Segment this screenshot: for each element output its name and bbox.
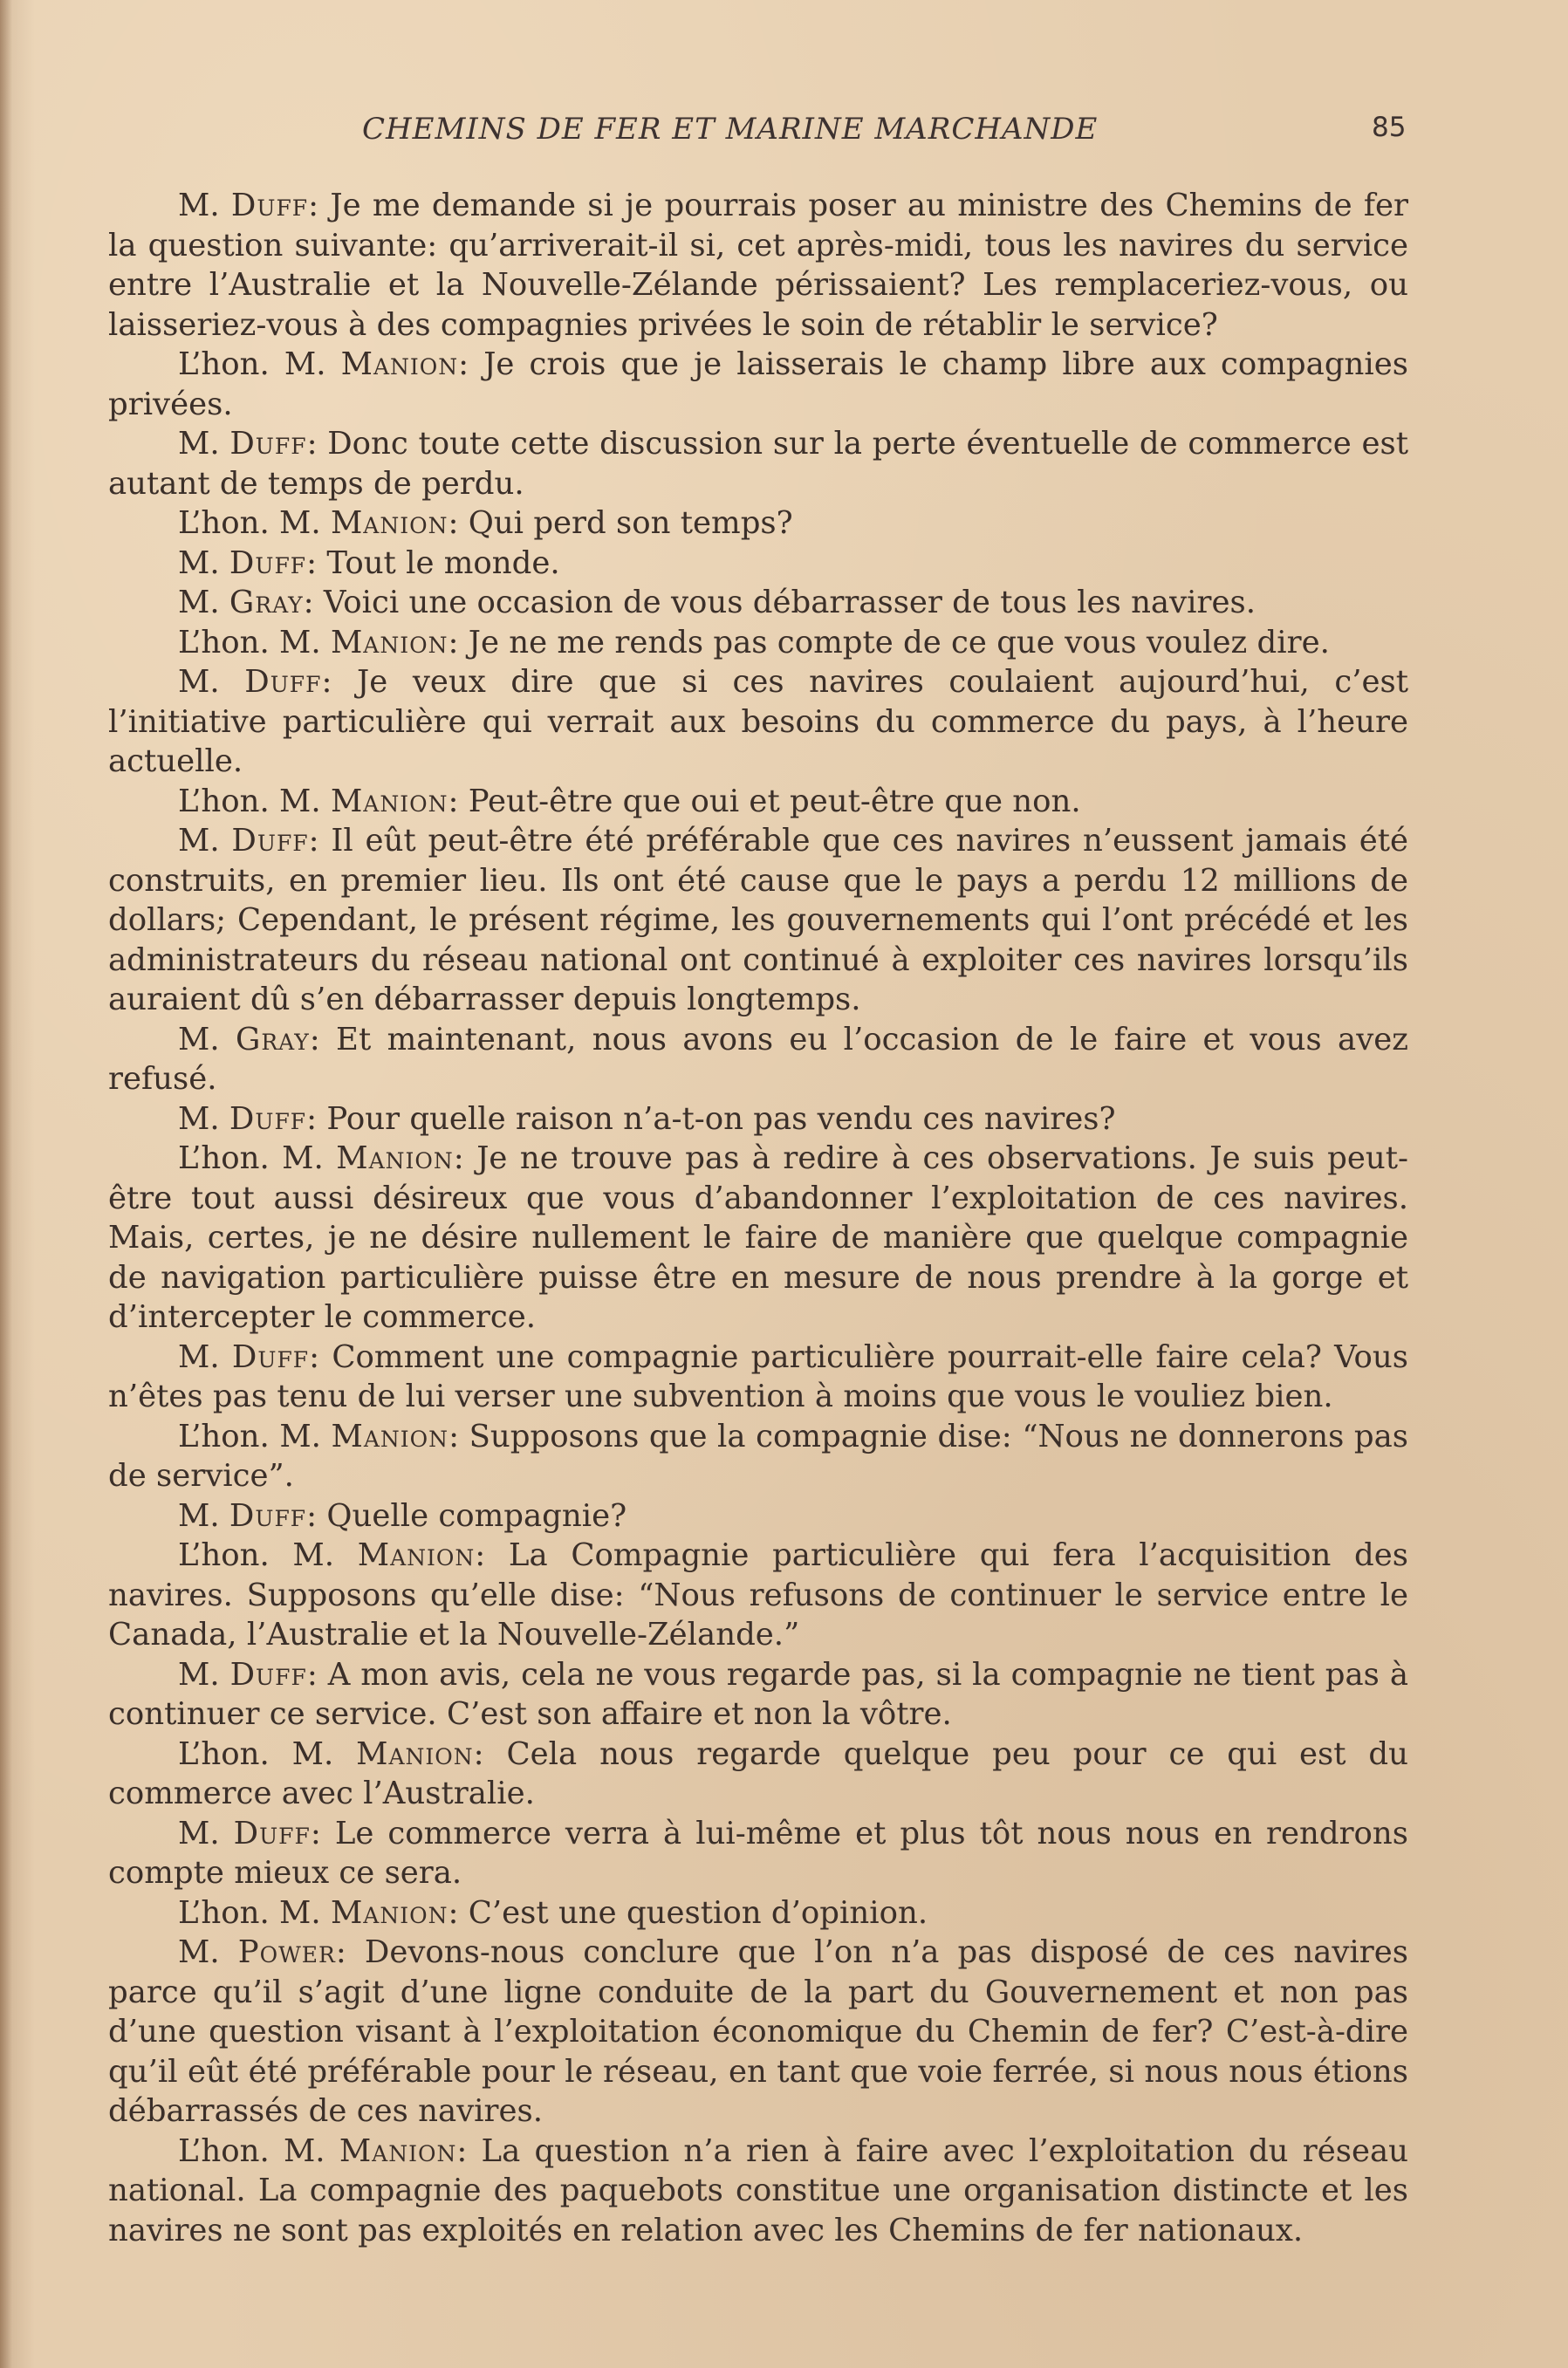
paragraph-text: : Et maintenant, nous avons eu l’occasion de le faire et vous avez refusé. [108,1021,1408,1097]
paragraph [108,345,1408,424]
speaker-prefix: L’hon. M. [178,2132,339,2169]
paragraph-text: : Le commerce verra à lui-même et plus tôt nous nous en rendrons compte mieux ce sera. [108,1815,1408,1891]
paragraph [108,782,1408,822]
paragraph [108,2132,1408,2251]
paragraph-text: : Je veux dire que si ces navires coulaient aujourd’hui, c’est l’initiative particulière qui verrait aux besoins du commerce du pays, à l’heure actuelle. [108,664,1408,779]
paragraph [108,1735,1408,1814]
speaker-name: Manion [330,783,448,819]
paragraph-text: : La question n’a rien à faire avec l’exploitation du réseau national. La compagnie des paquebots constitue une organisation distincte et les navires ne sont pas exploités en relation avec les Chemins de fer nationaux. [108,2132,1409,2248]
speaker-name: Duff [229,1100,307,1137]
paragraph [108,1338,1408,1417]
paragraph [108,623,1408,663]
paragraph-text: : Cela nous regarde quelque peu pour ce qui est du commerce avec l’Australie. [108,1735,1409,1811]
paragraph [108,1933,1408,2132]
page-number: 85 [1372,112,1407,143]
paragraph-text: : Je ne me rends pas compte de ce que vous voulez dire. [448,624,1330,660]
speaker-name: Duff [230,188,309,223]
speaker-name: Manion [357,1537,476,1573]
paragraph-text: : Donc toute cette discussion sur la perte éventuelle de commerce est autant de temps de perdu. [108,426,1408,502]
speaker-prefix: L’hon. M. [178,1537,358,1573]
paragraph [108,1893,1408,1933]
paragraph-text: : Je me demande si je pourrais poser au ministre des Chemins de fer la question suivante: qu’arriverait-il si, cet après-midi, tous les navires du service entre l’Australie et la Nouvelle-Zélande périssaient? Les remplaceriez-vous, ou laisseriez-vous à des compagnies privées le soin de rétablir le service? [108,188,1408,343]
paragraph [108,503,1408,544]
paragraph [108,1496,1408,1536]
paragraph-text: : Je crois que je laisserais le champ libre aux compagnies privées. [108,346,1408,422]
speaker-name: Power [237,1934,336,1970]
paragraph [108,1655,1408,1735]
speaker-prefix: M. [178,823,232,859]
paragraph [108,1417,1408,1496]
paragraph-text: : Qui perd son temps? [448,505,793,541]
speaker-prefix: L’hon. M. [178,1418,332,1454]
running-head: CHEMINS DE FER ET MARINE MARCHANDE [362,112,1099,147]
speaker-name: Gray [236,1021,310,1057]
paragraph [108,1139,1408,1338]
speaker-prefix: M. [178,664,245,700]
paragraph-text: : A mon avis, cela ne vous regarde pas, si la compagnie ne tient pas à continuer ce service. C’est son affaire et non la vôtre. [108,1656,1408,1732]
speaker-prefix: L’hon. M. [178,783,331,819]
paragraph [108,583,1408,623]
speaker-prefix: L’hon. M. [178,1140,337,1176]
paragraph-text: : Quelle compagnie? [306,1497,627,1534]
paragraph-text: : Tout le monde. [306,544,560,581]
paragraph [108,1536,1408,1655]
speaker-prefix: M. [178,1338,232,1375]
speaker-prefix: M. [178,1815,234,1851]
paragraph [108,1814,1408,1893]
speaker-prefix: M. [178,1100,229,1137]
speaker-name: Duff [229,426,307,462]
paragraph-text: : Devons-nous conclure que l’on n’a pas disposé de ces navires parce qu’il s’agit d’une ligne conduite de la part du Gouvernement et non pas d’une question visant à l’exploitation économique du Chemin de fer? C’est-à-dire qu’il eût été préférable pour le réseau, en tant que voie ferrée, si nous nous étions débarrassés de ces navires. [108,1934,1408,2129]
paragraph-text: : Comment une compagnie particulière pourrait-elle faire cela? Vous n’êtes pas tenu de lui verser une subvention à moins que vous le vouliez bien. [108,1338,1408,1414]
speaker-prefix: M. [178,544,229,581]
speaker-name: Duff [229,1497,307,1534]
speaker-name: Duff [233,1815,311,1851]
paragraph [108,1020,1408,1099]
speaker-prefix: M. [178,585,229,620]
speaker-name: Manion [330,505,448,541]
speaker-name: Manion [331,1418,449,1454]
speaker-prefix: L’hon. M. [178,624,331,660]
speaker-prefix: M. [178,1497,229,1534]
paragraph [108,544,1408,584]
speaker-name: Manion [339,2132,457,2169]
speaker-prefix: L’hon. M. [178,1894,331,1931]
speaker-name: Manion [330,624,448,660]
speaker-name: Manion [340,346,459,382]
page-header [0,112,1568,150]
paragraph-text: : Voici une occasion de vous débarrasser de tous les navires. [303,585,1256,620]
paragraph [108,186,1408,345]
speaker-name: Duff [231,1338,310,1375]
speaker-name: Manion [330,1894,448,1931]
paragraph [108,821,1408,1020]
speaker-prefix: M. [178,1021,236,1057]
speaker-prefix: M. [178,1656,230,1693]
speaker-prefix: M. [178,188,231,223]
paragraph-text: : Peut-être que oui et peut-être que non. [448,783,1081,819]
page-body [108,186,1408,2250]
speaker-name: Duff [229,1656,307,1693]
speaker-name: Manion [336,1140,454,1176]
paragraph [108,424,1408,503]
speaker-name: Gray [229,585,304,620]
speaker-name: Duff [244,664,322,700]
speaker-prefix: L’hon. M. [178,1735,357,1772]
speaker-prefix: M. [178,1934,238,1970]
speaker-prefix: L’hon. M. [178,505,331,541]
paragraph-text: : Pour quelle raison n’a-t-on pas vendu ces navires? [306,1100,1116,1137]
paragraph [108,662,1408,782]
paragraph-text: : La Compagnie particulière qui fera l’acquisition des navires. Supposons qu’elle dise: “Nous refusons de continuer le service entre le Canada, l’Australie et la Nouvelle-Zélande.” [108,1537,1408,1653]
paragraph [108,1099,1408,1140]
paragraph-text: : C’est une question d’opinion. [448,1894,928,1931]
paragraph-text: : Il eût peut-être été préférable que ces navires n’eussent jamais été construits, en premier lieu. Ils ont été cause que le pays a perdu 12 millions de dollars; Cependant, le présent régime, les gouvernements qui l’ont précédé et les administrateurs du réseau national ont continué à exploiter ces navires lorsqu’ils auraient dû s’en débarrasser depuis longtemps. [108,823,1408,1017]
paragraph-text: : Je ne trouve pas à redire à ces observations. Je suis peut-être tout aussi désireux que vous d’abandonner l’exploitation de ces navires. Mais, certes, je ne désire nullement le faire de manière que quelque compagnie de navigation particulière puisse être en mesure de nous prendre à la gorge et d’intercepter le commerce. [108,1140,1408,1335]
speaker-prefix: M. [178,426,230,462]
paragraph-text: : Supposons que la compagnie dise: “Nous ne donnerons pas de service”. [108,1418,1408,1494]
speaker-name: Duff [231,823,309,859]
page-edge-shadow [0,0,12,2368]
speaker-prefix: L’hon. M. [178,346,341,382]
speaker-name: Manion [356,1735,474,1772]
speaker-name: Duff [229,544,307,581]
